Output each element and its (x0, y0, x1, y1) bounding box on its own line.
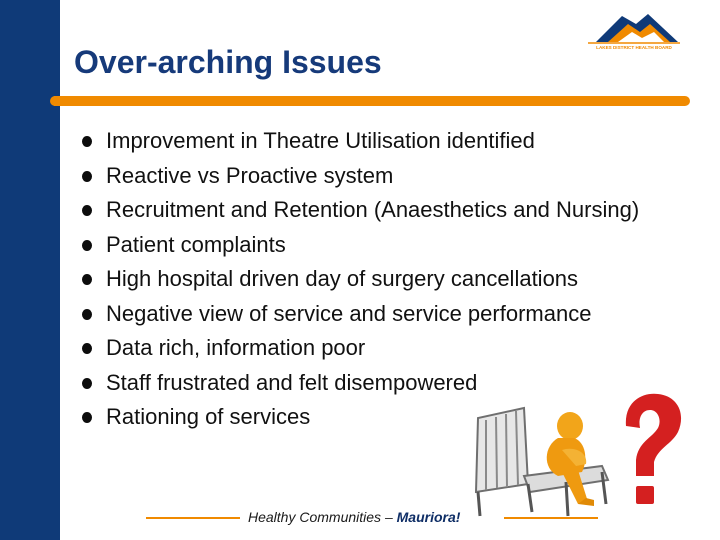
bullet-text: Data rich, information poor (106, 335, 366, 360)
bullet-dot-icon (82, 240, 92, 251)
footer-main-text: Healthy Communities – (248, 509, 397, 525)
logo-caption: LAKES DISTRICT HEALTH BOARD (596, 45, 672, 50)
bullet-dot-icon (82, 136, 92, 147)
bullet-text: Improvement in Theatre Utilisation identified (106, 128, 535, 153)
question-figure-illustration (466, 380, 686, 530)
footer-rule-left (146, 517, 240, 519)
bullet-dot-icon (82, 309, 92, 320)
bullet-text: High hospital driven day of surgery cancellations (106, 266, 579, 291)
slide-title: Over-arching Issues (74, 44, 382, 80)
bullet-text: Rationing of services (106, 404, 311, 429)
bullet-dot-icon (82, 205, 92, 216)
bullet-dot-icon (82, 171, 92, 182)
bullet-text: Reactive vs Proactive system (106, 162, 394, 188)
left-color-band (0, 0, 60, 540)
bullet-dot-icon (82, 343, 92, 354)
bullet-dot-icon (82, 274, 92, 285)
bullet-text: Recruitment and Retention (Anaesthetics and Nursing) (106, 197, 640, 222)
mountain-logo-icon (578, 6, 688, 50)
thinking-figure-icon (547, 412, 594, 506)
footer-tagline (248, 509, 460, 525)
bullet-dot-icon (82, 412, 92, 423)
bullet-text: Staff frustrated and felt disempowered (106, 369, 478, 395)
question-mark-icon (626, 394, 681, 504)
bullet-dot-icon (82, 378, 92, 389)
footer-emphasis-text: Mauriora! (396, 509, 461, 525)
bullet-text: Patient complaints (106, 231, 286, 257)
bullet-text: Negative view of service and service performance (106, 300, 592, 326)
title-rule (54, 96, 690, 106)
footer-rule-right (504, 517, 598, 519)
